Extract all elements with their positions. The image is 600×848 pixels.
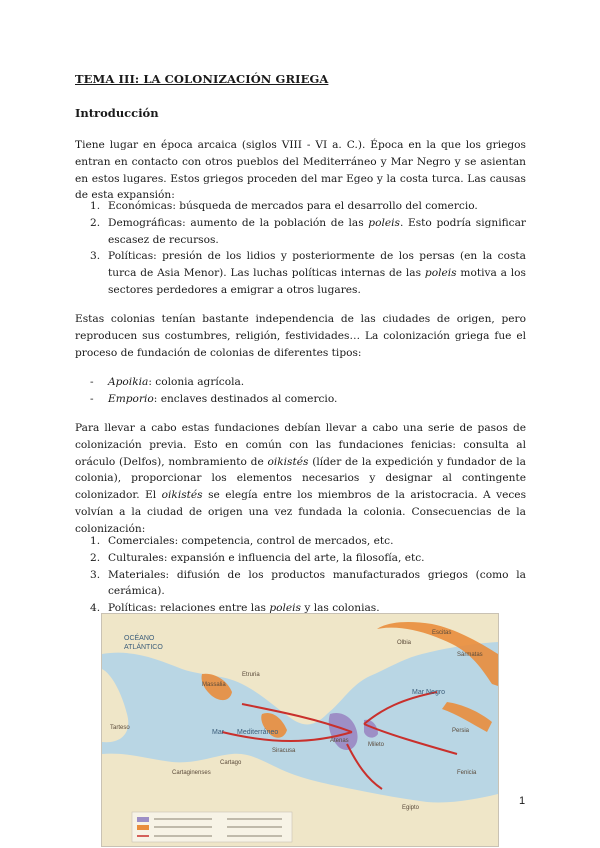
map-place-label: Cartaginenses bbox=[172, 770, 211, 776]
list-item: 1. Económicas: búsqueda de mercados para el desarrollo del comercio. bbox=[90, 200, 478, 212]
map-label: Mar Negro bbox=[412, 689, 446, 696]
map-place-label: Olbia bbox=[397, 640, 412, 646]
map-svg bbox=[102, 614, 498, 846]
map-place-label: Mileto bbox=[368, 742, 385, 748]
legend-swatch bbox=[137, 817, 149, 822]
map-place-label: Atenas bbox=[330, 738, 349, 744]
steps-paragraph: Para llevar a cabo estas fundaciones debían llevar a cabo una serie de pasos de colonización previa. Esto en común con las fundaciones fenicias: consulta al oráculo (Delfos), nombramiento de oikistés (líder de la expedición y fundador de la colonia), proporcionar los elementos necesarios y designar al contingente colonizador. El oikistés se elegía entre los miembros de la aristocracia. A veces volvían a la ciudad de origen una vez fundada la colonia. Consecuencias de la colonización: bbox=[75, 422, 527, 535]
map-place-label: Fenicia bbox=[457, 770, 477, 776]
list-item: 3. Materiales: difusión de los productos manufacturados griegos (como la cerámica). bbox=[90, 568, 526, 598]
map-label: OCÉANO bbox=[124, 635, 155, 642]
colonies-paragraph: Estas colonias tenían bastante independencia de las ciudades de origen, pero reproducen sus costumbres, religión, festividades… La colonización griega fue el proceso de fundación de colonias de diferentes tipos: bbox=[75, 313, 526, 359]
legend-swatch bbox=[137, 825, 149, 830]
map-place-label: Siracusa bbox=[272, 748, 296, 754]
colony-types-list bbox=[75, 374, 526, 408]
intro-paragraph: Tiene lugar en época arcaica (siglos VIII - VI a. C.). Época en la que los griegos entran en contacto con otros pueblos del Mediterráneo y Mar Negro y se asientan en estos lugares. Estos griegos proceden del mar Egeo y la costa turca. Las causas de esta expansión: bbox=[75, 139, 526, 202]
map-place-label: Persia bbox=[452, 728, 470, 734]
map-label: Mar bbox=[212, 729, 225, 736]
colonization-map bbox=[101, 613, 499, 847]
map-place-label: Sármatas bbox=[457, 652, 483, 658]
map-label: Mediterráneo bbox=[237, 729, 279, 736]
page-number: 1 bbox=[519, 795, 526, 807]
page-title: TEMA III: LA COLONIZACIÓN GRIEGA bbox=[75, 72, 329, 86]
map-place-label: Cartago bbox=[220, 760, 242, 766]
list-item: 3. Políticas: presión de los lidios y posteriormente de los persas (en la costa turca de Asia Menor). Las luchas políticas internas de las poleis motiva a los sectores perdedores a emigrar a otros lugares. bbox=[90, 250, 526, 296]
map-label: ATLÁNTICO bbox=[124, 644, 163, 651]
map-place-label: Egipto bbox=[402, 805, 420, 811]
consequences-list bbox=[75, 533, 526, 617]
section-heading: Introducción bbox=[75, 106, 159, 120]
list-item: 1. Comerciales: competencia, control de mercados, etc. bbox=[90, 535, 394, 547]
list-item: - Apoikia: colonia agrícola. bbox=[90, 376, 245, 388]
list-item: 4. Políticas: relaciones entre las poleis y las colonias. bbox=[90, 602, 380, 615]
map-place-label: Escitas bbox=[432, 630, 452, 636]
causes-list bbox=[75, 198, 526, 299]
map-place-label: Tarteso bbox=[110, 725, 130, 731]
map-place-label: Etruria bbox=[242, 672, 260, 678]
list-item: - Emporio: enclaves destinados al comercio. bbox=[90, 392, 338, 405]
list-item: 2. Demográficas: aumento de la población de las poleis. Esto podría significar escasez de recursos. bbox=[90, 216, 527, 246]
list-item: 2. Culturales: expansión e influencia del arte, la filosofía, etc. bbox=[90, 551, 425, 564]
map-place-label: Massalia bbox=[202, 682, 226, 688]
